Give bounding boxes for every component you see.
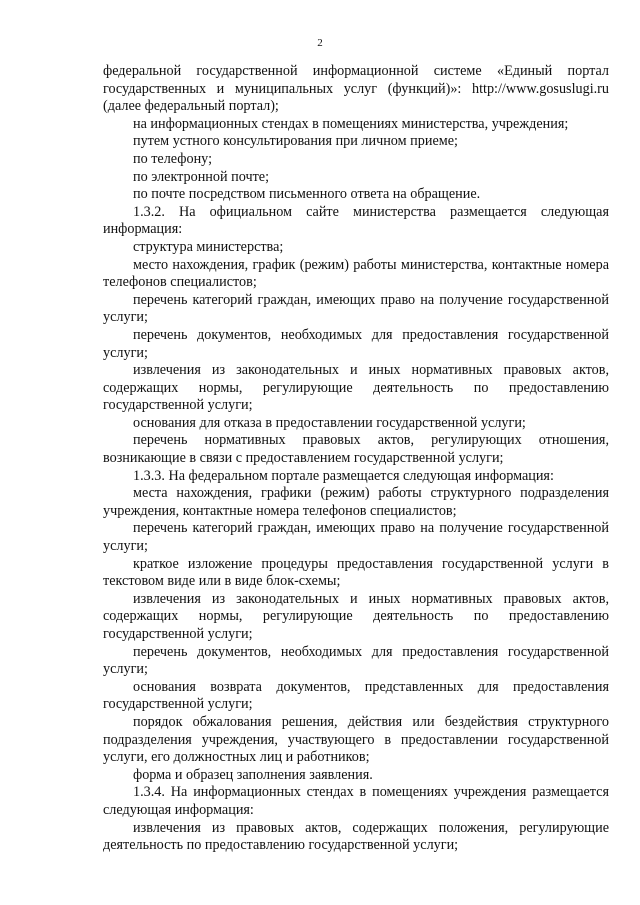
paragraph: 1.3.3. На федеральном портале размещается следующая информация: (133, 467, 554, 484)
paragraph: по телефону; (133, 150, 213, 167)
paragraph: краткое изложение процедуры предоставления государственной услуги в текстовом виде или в виде блок-схемы; (103, 555, 609, 590)
paragraph: место нахождения, график (режим) работы министерства, контактные номера телефонов специалистов; (103, 256, 609, 291)
page-number: 2 (317, 37, 323, 49)
paragraph: 1.3.4. На информационных стендах в помещениях учреждения размещается следующая информация: (103, 784, 609, 818)
paragraph: путем устного консультирования при личном приеме; (133, 133, 458, 150)
paragraph: перечень нормативных правовых актов, регулирующих отношения, возникающие в связи с предоставлением государственной услуги; (103, 432, 609, 467)
paragraph: структура министерства; (133, 238, 284, 255)
document-body (103, 63, 609, 855)
paragraph: извлечения из правовых актов, содержащих положения, регулирующие деятельность по предоставлению государственной услуги; (103, 819, 609, 854)
paragraph: перечень документов, необходимых для предоставления государственной услуги; (103, 326, 609, 361)
paragraph: перечень категорий граждан, имеющих право на получение государственной услуги; (103, 291, 609, 326)
paragraph: 1.3.2. На официальном сайте министерства размещается следующая информация: (103, 203, 609, 238)
paragraph: основания возврата документов, представленных для предоставления государственной услуги; (103, 678, 609, 713)
paragraph: по почте посредством письменного ответа на обращение. (133, 186, 481, 203)
paragraph: основания для отказа в предоставлении государственной услуги; (133, 414, 526, 431)
paragraph: федеральной государственной информационной системе «Единый портал государственных и муниципальных услуг (функций)»: http://www.gosuslugi.ru (далее федеральный портал); (103, 63, 609, 115)
paragraph: перечень категорий граждан, имеющих право на получение государственной услуги; (103, 520, 609, 555)
paragraph: извлечения из законодательных и иных нормативных правовых актов, содержащих нормы, регулирующие деятельность по предоставлению государственной услуги; (103, 590, 609, 642)
paragraph: порядок обжалования решения, действия или бездействия структурного подразделения учреждения, участвующего в предоставлении государственной услуги, его должностных лиц и работников; (103, 713, 609, 766)
paragraph: извлечения из законодательных и иных нормативных правовых актов, содержащих нормы, регулирующие деятельность по предоставлению государственной услуги; (103, 362, 609, 414)
paragraph: по электронной почте; (133, 168, 270, 185)
paragraph: форма и образец заполнения заявления. (133, 766, 373, 783)
paragraph: перечень документов, необходимых для предоставления государственной услуги; (103, 643, 609, 678)
paragraph: на информационных стендах в помещениях министерства, учреждения; (133, 115, 569, 132)
paragraph: места нахождения, графики (режим) работы структурного подразделения учреждения, контактные номера телефонов специалистов; (103, 485, 609, 519)
